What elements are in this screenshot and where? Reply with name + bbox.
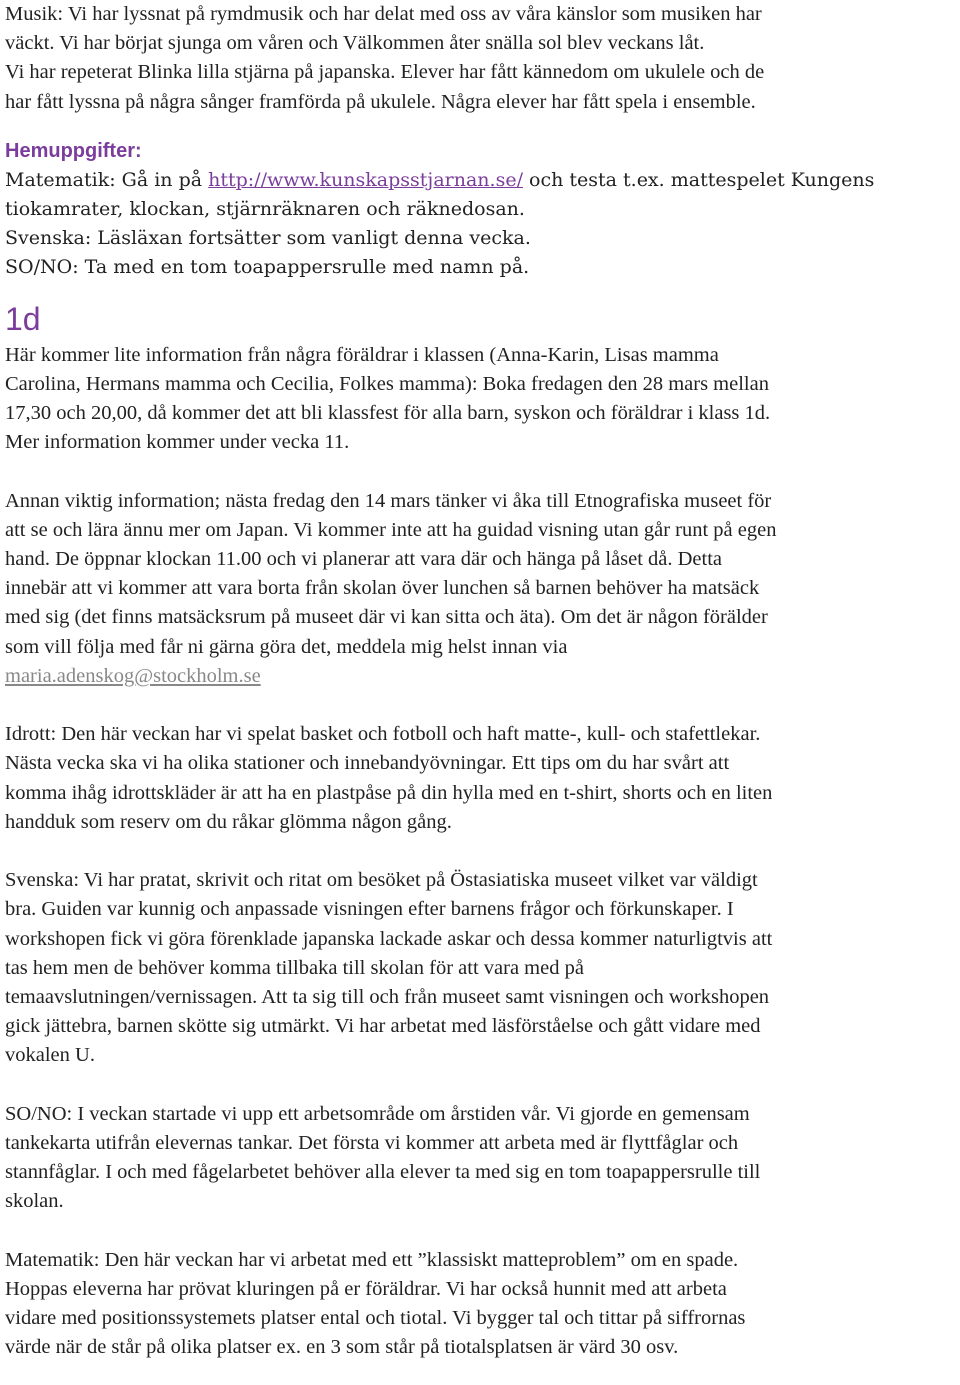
paragraph-line: bra. Guiden var kunnig och anpassade visningen efter barnens frågor och förkunskaper. I [5,898,734,921]
paragraph-line: SO/NO: I veckan startade vi upp ett arbetsområde om årstiden vår. Vi gjorde en gemensam [5,1102,750,1125]
homework-math-text-after: och testa t.ex. mattespelet Kungens [522,168,875,191]
paragraph-line: med sig (det finns matsäcksrum på museet där vi kan sitta och äta). Om det är någon förälder [5,606,768,629]
paragraph-line: skolan. [5,1190,64,1213]
class-1d-heading: 1d [5,300,41,337]
paragraph-line: Hoppas eleverna har prövat kluringen på er föräldrar. Vi har också hunnit med att arbeta [5,1278,727,1301]
paragraph-line: som vill följa med får ni gärna göra det, meddela mig helst innan via [5,635,568,658]
paragraph-line: tas hem men de behöver komma tillbaka till skolan för att vara med på [5,956,584,979]
paragraph-line: innebär att vi kommer att vara borta från skolan över lunchen så barnen behöver ha matsäck [5,577,760,600]
paragraph-line: temaavslutningen/vernissagen. Att ta sig till och från museet samt visningen och workshopen [5,986,770,1009]
music-line: väckt. Vi har börjat sjunga om våren och Välkommen åter snälla sol blev veckans låt. [5,32,705,55]
homework-math [5,166,955,195]
music-section [5,0,955,117]
paragraph-line: Mer information kommer under vecka 11. [5,431,350,454]
paragraph-line: vokalen U. [5,1044,95,1067]
music-line: Musik: Vi har lyssnat på rymdmusik och har delat med oss av våra känslor som musiken har [5,3,762,25]
paragraph-line: Carolina, Hermans mamma och Cecilia, Folkes mamma): Boka fredagen den 28 mars mellan [5,372,769,395]
paragraph-line: hand. De öppnar klockan 11.00 och vi planerar att vara där och hänga på låset då. Detta [5,548,723,571]
paragraph-line: att se och lära ännu mer om Japan. Vi kommer inte att ha guidad visning utan går runt på egen [5,518,777,541]
paragraph-line: värde när de står på olika platser ex. en 3 som står på tiotalsplatsen är värd 30 osv. [5,1336,679,1359]
newsletter-page [5,0,955,1363]
paragraph-line: gick jättebra, barnen skötte sig utmärkt. Vi har arbetat med läsförståelse och gått vidare med [5,1015,761,1038]
paragraph-line: Idrott: Den här veckan har vi spelat basket och fotboll och haft matte-, kull- och stafettlekar. [5,723,761,746]
homework-swedish: Svenska: Läsläxan fortsätter som vanligt denna vecka. [5,227,531,250]
paragraph-line: komma ihåg idrottskläder är att ha en plastpåse på din hylla med en t-shirt, shorts och en liten [5,781,773,804]
paragraph-line: Matematik: Den här veckan har vi arbetat med ett ”klassiskt matteproblem” om en spade. [5,1248,739,1271]
kunskapsstjarnan-link[interactable]: http://www.kunskapsstjarnan.se/ [208,168,523,191]
homework-heading: Hemuppgifter: [5,139,142,162]
music-line: har fått lyssna på några sånger framförda på ukulele. Några elever har fått spela i ensemble. [5,90,756,113]
email-line [5,662,955,691]
paragraph-line: vidare med positionssystemets platser ental och tiotal. Vi bygger tal och tittar på siffrornas [5,1307,746,1330]
paragraph-line: Annan viktig information; nästa fredag den 14 mars tänker vi åka till Etnografiska museet för [5,489,772,512]
music-line: Vi har repeterat Blinka lilla stjärna på japanska. Elever har fått kännedom om ukulele och de [5,61,765,84]
paragraph-line: Nästa vecka ska vi ha olika stationer och innebandyövningar. Ett tips om du har svårt att [5,752,730,775]
paragraph-line: Svenska: Vi har pratat, skrivit och ritat om besöket på Östasiatiska museet vilket var väldigt [5,869,758,892]
homework-sono: SO/NO: Ta med en tom toapappersrulle med namn på. [5,256,530,279]
homework-math-line2: tiokamrater, klockan, stjärnräknaren och räknedosan. [5,198,525,221]
paragraph-line: handduk som reserv om du råkar glömma någon gång. [5,810,452,833]
paragraph-line: stannfåglar. I och med fågelarbetet behöver alla elever ta med sig en tom toapappersrulle till [5,1161,761,1184]
email-link[interactable]: maria.adenskog@stockholm.se [5,664,261,687]
paragraph-line: tankekarta utifrån elevernas tankar. Det första vi kommer att arbeta med är flyttfåglar och [5,1132,739,1155]
homework-math-text: Matematik: Gå in på [5,168,209,191]
paragraph-line: Här kommer lite information från några föräldrar i klassen (Anna-Karin, Lisas mamma [5,343,719,366]
paragraph-line: workshopen fick vi göra förenklade japanska lackade askar och dessa kommer naturligtvis att [5,927,773,950]
class-1d-info [5,341,955,1363]
homework-section [5,137,955,283]
paragraph-line: 17,30 och 20,00, då kommer det att bli klassfest för alla barn, syskon och föräldrar i klass 1d. [5,402,771,425]
